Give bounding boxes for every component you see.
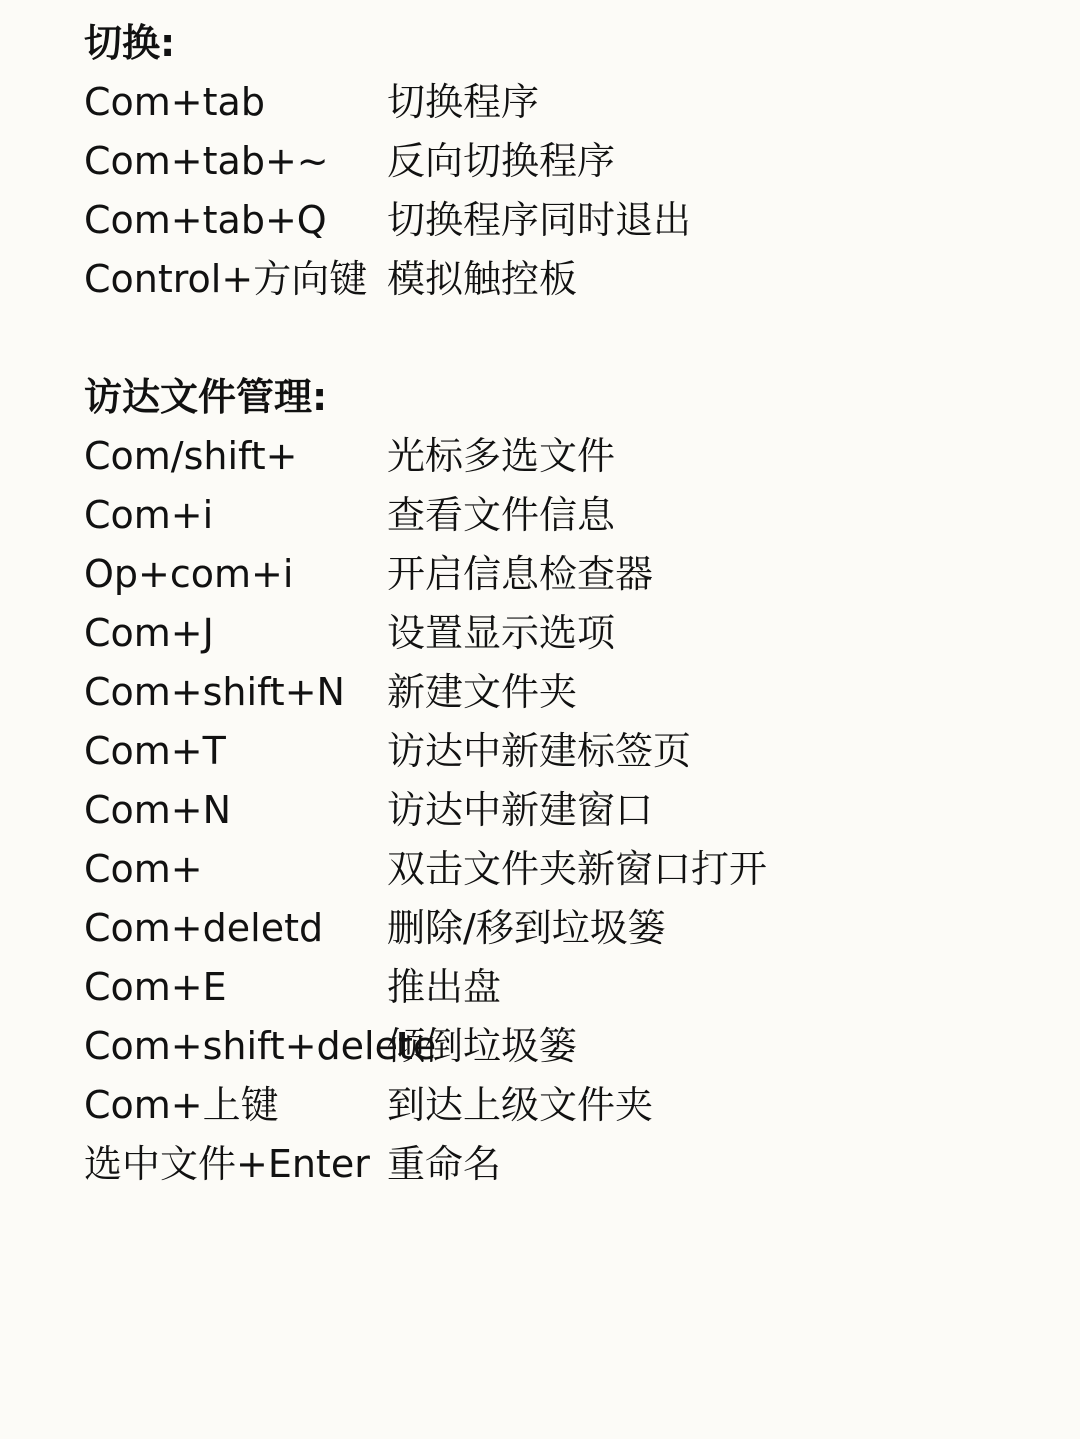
shortcut-description: 反向切换程序 xyxy=(387,139,616,183)
shortcut-key: Com+i xyxy=(84,493,214,537)
shortcut-row xyxy=(84,1017,1040,1076)
shortcut-description: 设置显示选项 xyxy=(387,611,616,655)
shortcut-row xyxy=(84,545,1040,604)
shortcut-row xyxy=(84,1076,1040,1135)
shortcut-key: Com+shift+N xyxy=(84,670,345,714)
shortcut-key: Com+tab+~ xyxy=(84,139,329,183)
shortcut-row xyxy=(84,250,1040,309)
shortcut-row xyxy=(84,899,1040,958)
shortcut-document xyxy=(84,14,1040,1194)
section-finder-file-management xyxy=(84,368,1040,1194)
shortcut-row xyxy=(84,722,1040,781)
shortcut-key: 选中文件+Enter xyxy=(84,1142,370,1186)
shortcut-key: Com/shift+ xyxy=(84,434,298,478)
shortcut-description: 访达中新建标签页 xyxy=(387,729,692,773)
shortcut-row xyxy=(84,73,1040,132)
section-title: 切换: xyxy=(84,21,176,65)
shortcut-description: 倾倒垃圾篓 xyxy=(387,1024,578,1068)
shortcut-key: Com+tab xyxy=(84,80,265,124)
shortcut-row xyxy=(84,604,1040,663)
shortcut-row xyxy=(84,781,1040,840)
shortcut-description: 双击文件夹新窗口打开 xyxy=(387,847,768,891)
shortcut-row xyxy=(84,840,1040,899)
shortcut-row xyxy=(84,191,1040,250)
shortcut-description: 推出盘 xyxy=(387,965,502,1009)
shortcut-key: Com+shift+delete xyxy=(84,1024,437,1068)
shortcut-row xyxy=(84,486,1040,545)
shortcut-description: 新建文件夹 xyxy=(387,670,578,714)
shortcut-key: Com+上键 xyxy=(84,1083,279,1127)
section-title: 访达文件管理: xyxy=(84,375,328,419)
shortcut-row xyxy=(84,958,1040,1017)
shortcut-key: Com+deletd xyxy=(84,906,324,950)
shortcut-key: Com+ xyxy=(84,847,203,891)
shortcut-row xyxy=(84,663,1040,722)
shortcut-key: Com+T xyxy=(84,729,226,773)
shortcut-row xyxy=(84,132,1040,191)
shortcut-description: 切换程序同时退出 xyxy=(387,198,692,242)
shortcut-key: Com+tab+Q xyxy=(84,198,327,242)
shortcut-description: 访达中新建窗口 xyxy=(387,788,654,832)
shortcut-key: Control+方向键 xyxy=(84,257,368,301)
shortcut-key: Com+N xyxy=(84,788,232,832)
shortcut-key: Op+com+i xyxy=(84,552,294,596)
shortcut-description: 开启信息检查器 xyxy=(387,552,654,596)
shortcut-key: Com+E xyxy=(84,965,227,1009)
shortcut-key: Com+J xyxy=(84,611,214,655)
shortcut-description: 查看文件信息 xyxy=(387,493,616,537)
shortcut-row xyxy=(84,1135,1040,1194)
shortcut-description: 删除/移到垃圾篓 xyxy=(387,906,666,950)
shortcut-description: 光标多选文件 xyxy=(387,434,616,478)
shortcut-description: 模拟触控板 xyxy=(387,257,578,301)
section-switching xyxy=(84,14,1040,309)
shortcut-description: 切换程序 xyxy=(387,80,540,124)
shortcut-description: 重命名 xyxy=(387,1142,502,1186)
shortcut-row xyxy=(84,427,1040,486)
shortcut-description: 到达上级文件夹 xyxy=(387,1083,654,1127)
